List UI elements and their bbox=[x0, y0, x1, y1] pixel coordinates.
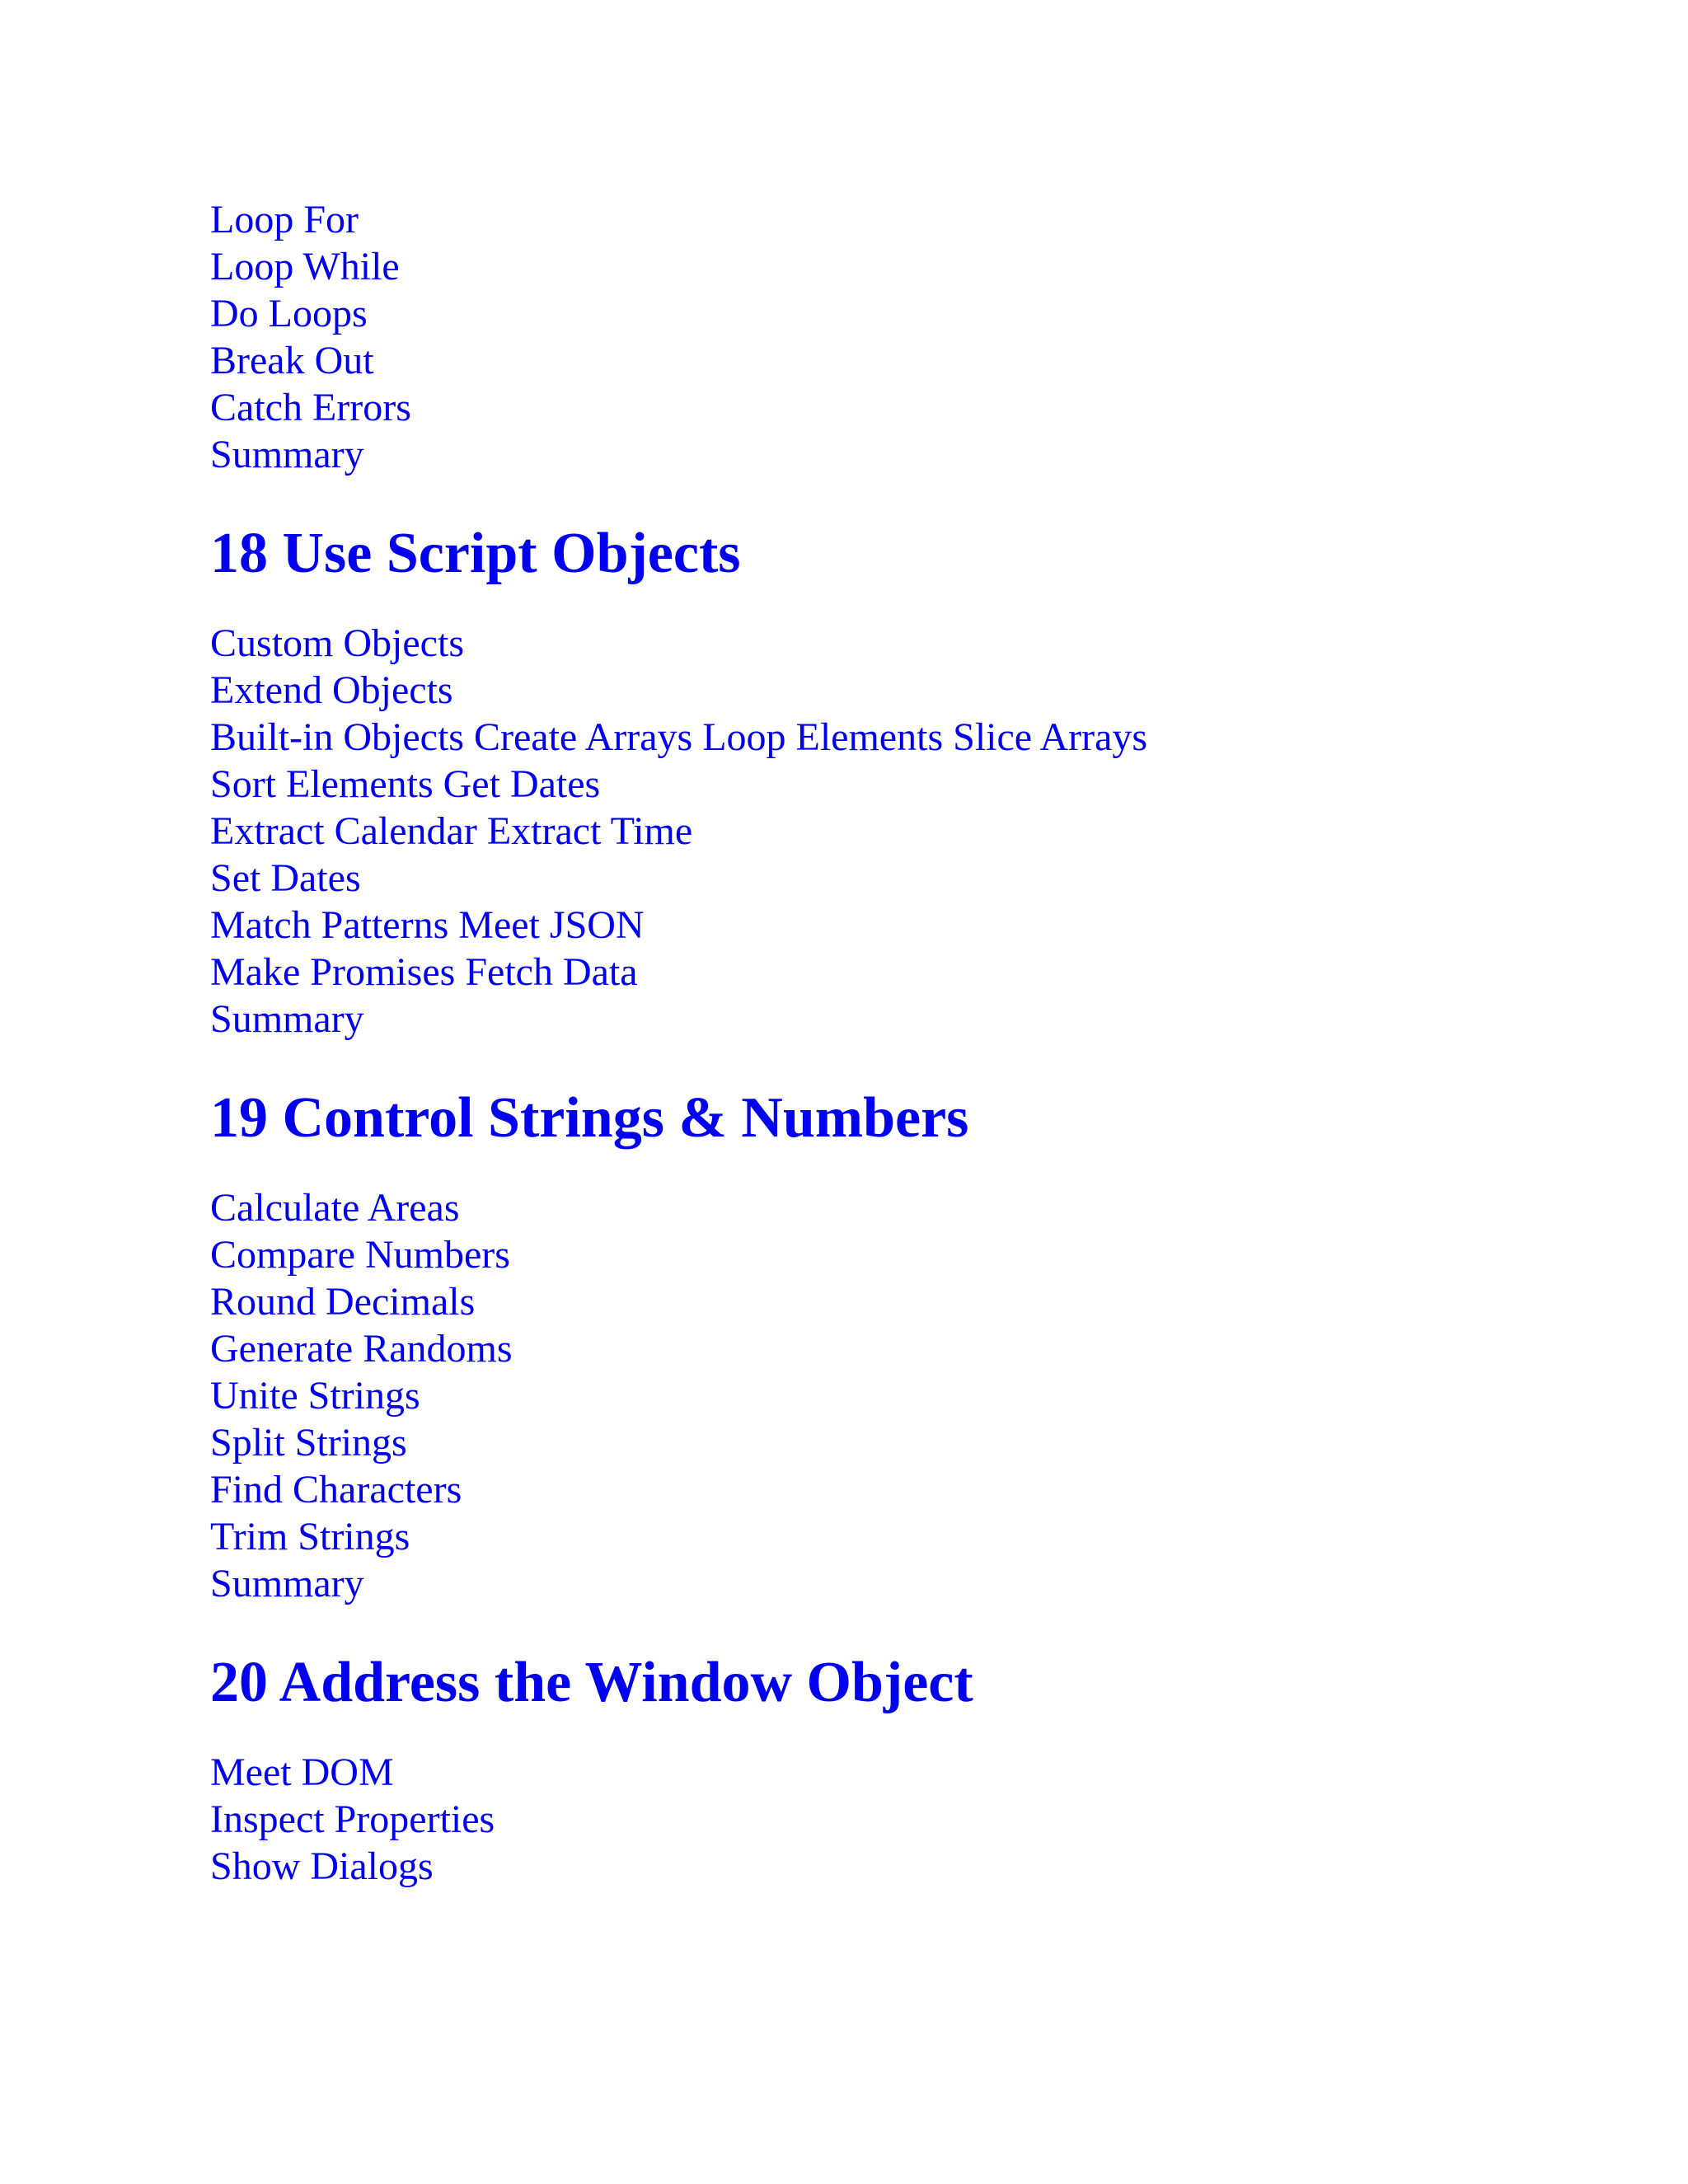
toc-line bbox=[210, 1843, 1611, 1890]
toc-link-compare-numbers[interactable]: Compare Numbers bbox=[210, 1233, 510, 1277]
toc-link-extend-objects[interactable]: Extend Objects bbox=[210, 668, 453, 712]
toc-link-fetch-data[interactable]: Fetch Data bbox=[465, 950, 638, 994]
toc-line bbox=[210, 1419, 1611, 1466]
toc-link-set-dates[interactable]: Set Dates bbox=[210, 856, 361, 900]
toc-link-round-decimals[interactable]: Round Decimals bbox=[210, 1280, 476, 1324]
toc-line bbox=[210, 1749, 1611, 1796]
toc-line bbox=[210, 902, 1611, 949]
toc-line bbox=[210, 1372, 1611, 1419]
toc-link-slice-arrays[interactable]: Slice Arrays bbox=[953, 715, 1148, 759]
toc-link-get-dates[interactable]: Get Dates bbox=[443, 762, 601, 806]
table-of-contents bbox=[210, 196, 1611, 1890]
toc-link-summary[interactable]: Summary bbox=[210, 997, 364, 1041]
toc-link-built-in-objects[interactable]: Built-in Objects bbox=[210, 715, 464, 759]
toc-line bbox=[210, 1560, 1611, 1607]
toc-link-inspect-properties[interactable]: Inspect Properties bbox=[210, 1797, 495, 1841]
toc-link-sort-elements[interactable]: Sort Elements bbox=[210, 762, 434, 806]
toc-link-show-dialogs[interactable]: Show Dialogs bbox=[210, 1844, 434, 1888]
toc-line bbox=[210, 1513, 1611, 1560]
toc-line bbox=[210, 855, 1611, 902]
toc-line bbox=[210, 996, 1611, 1043]
toc-link-loop-while[interactable]: Loop While bbox=[210, 245, 400, 288]
toc-link-break-out[interactable]: Break Out bbox=[210, 339, 374, 382]
toc-link-do-loops[interactable]: Do Loops bbox=[210, 292, 368, 335]
toc-line bbox=[210, 1231, 1611, 1278]
toc-line bbox=[210, 808, 1611, 855]
toc-link-make-promises[interactable]: Make Promises bbox=[210, 950, 456, 994]
toc-line bbox=[210, 1278, 1611, 1325]
toc-link-create-arrays[interactable]: Create Arrays bbox=[473, 715, 693, 759]
toc-link-match-patterns[interactable]: Match Patterns bbox=[210, 903, 449, 947]
toc-line bbox=[210, 667, 1611, 714]
toc-link-loop-for[interactable]: Loop For bbox=[210, 198, 359, 241]
section-20 bbox=[210, 1650, 1611, 1890]
toc-link-unite-strings[interactable]: Unite Strings bbox=[210, 1374, 420, 1418]
toc-line bbox=[210, 949, 1611, 996]
chapter-18-heading[interactable]: 18 Use Script Objects bbox=[210, 522, 741, 585]
section-18 bbox=[210, 521, 1611, 1043]
toc-link-loop-elements[interactable]: Loop Elements bbox=[702, 715, 944, 759]
toc-link-generate-randoms[interactable]: Generate Randoms bbox=[210, 1327, 513, 1371]
toc-link-trim-strings[interactable]: Trim Strings bbox=[210, 1515, 410, 1558]
toc-link-extract-calendar[interactable]: Extract Calendar bbox=[210, 809, 477, 853]
toc-link-custom-objects[interactable]: Custom Objects bbox=[210, 621, 464, 665]
toc-line bbox=[210, 1466, 1611, 1513]
section-17-tail bbox=[210, 196, 1611, 478]
toc-link-meet-dom[interactable]: Meet DOM bbox=[210, 1750, 394, 1794]
toc-link-catch-errors[interactable]: Catch Errors bbox=[210, 386, 411, 429]
toc-link-extract-time[interactable]: Extract Time bbox=[486, 809, 693, 853]
toc-link-split-strings[interactable]: Split Strings bbox=[210, 1421, 407, 1465]
toc-line bbox=[210, 761, 1611, 808]
toc-link-summary[interactable]: Summary bbox=[210, 1562, 364, 1605]
toc-line bbox=[210, 1325, 1611, 1372]
toc-link-summary[interactable]: Summary bbox=[210, 433, 364, 476]
toc-link-find-characters[interactable]: Find Characters bbox=[210, 1468, 462, 1511]
toc-link-meet-json[interactable]: Meet JSON bbox=[458, 903, 645, 947]
toc-line bbox=[210, 714, 1611, 761]
section-19 bbox=[210, 1085, 1611, 1607]
toc-line bbox=[210, 1184, 1611, 1231]
toc-line bbox=[210, 1796, 1611, 1843]
chapter-20-heading[interactable]: 20 Address the Window Object bbox=[210, 1651, 973, 1714]
toc-link-calculate-areas[interactable]: Calculate Areas bbox=[210, 1186, 460, 1230]
chapter-19-heading[interactable]: 19 Control Strings & Numbers bbox=[210, 1086, 969, 1150]
toc-line bbox=[210, 620, 1611, 667]
